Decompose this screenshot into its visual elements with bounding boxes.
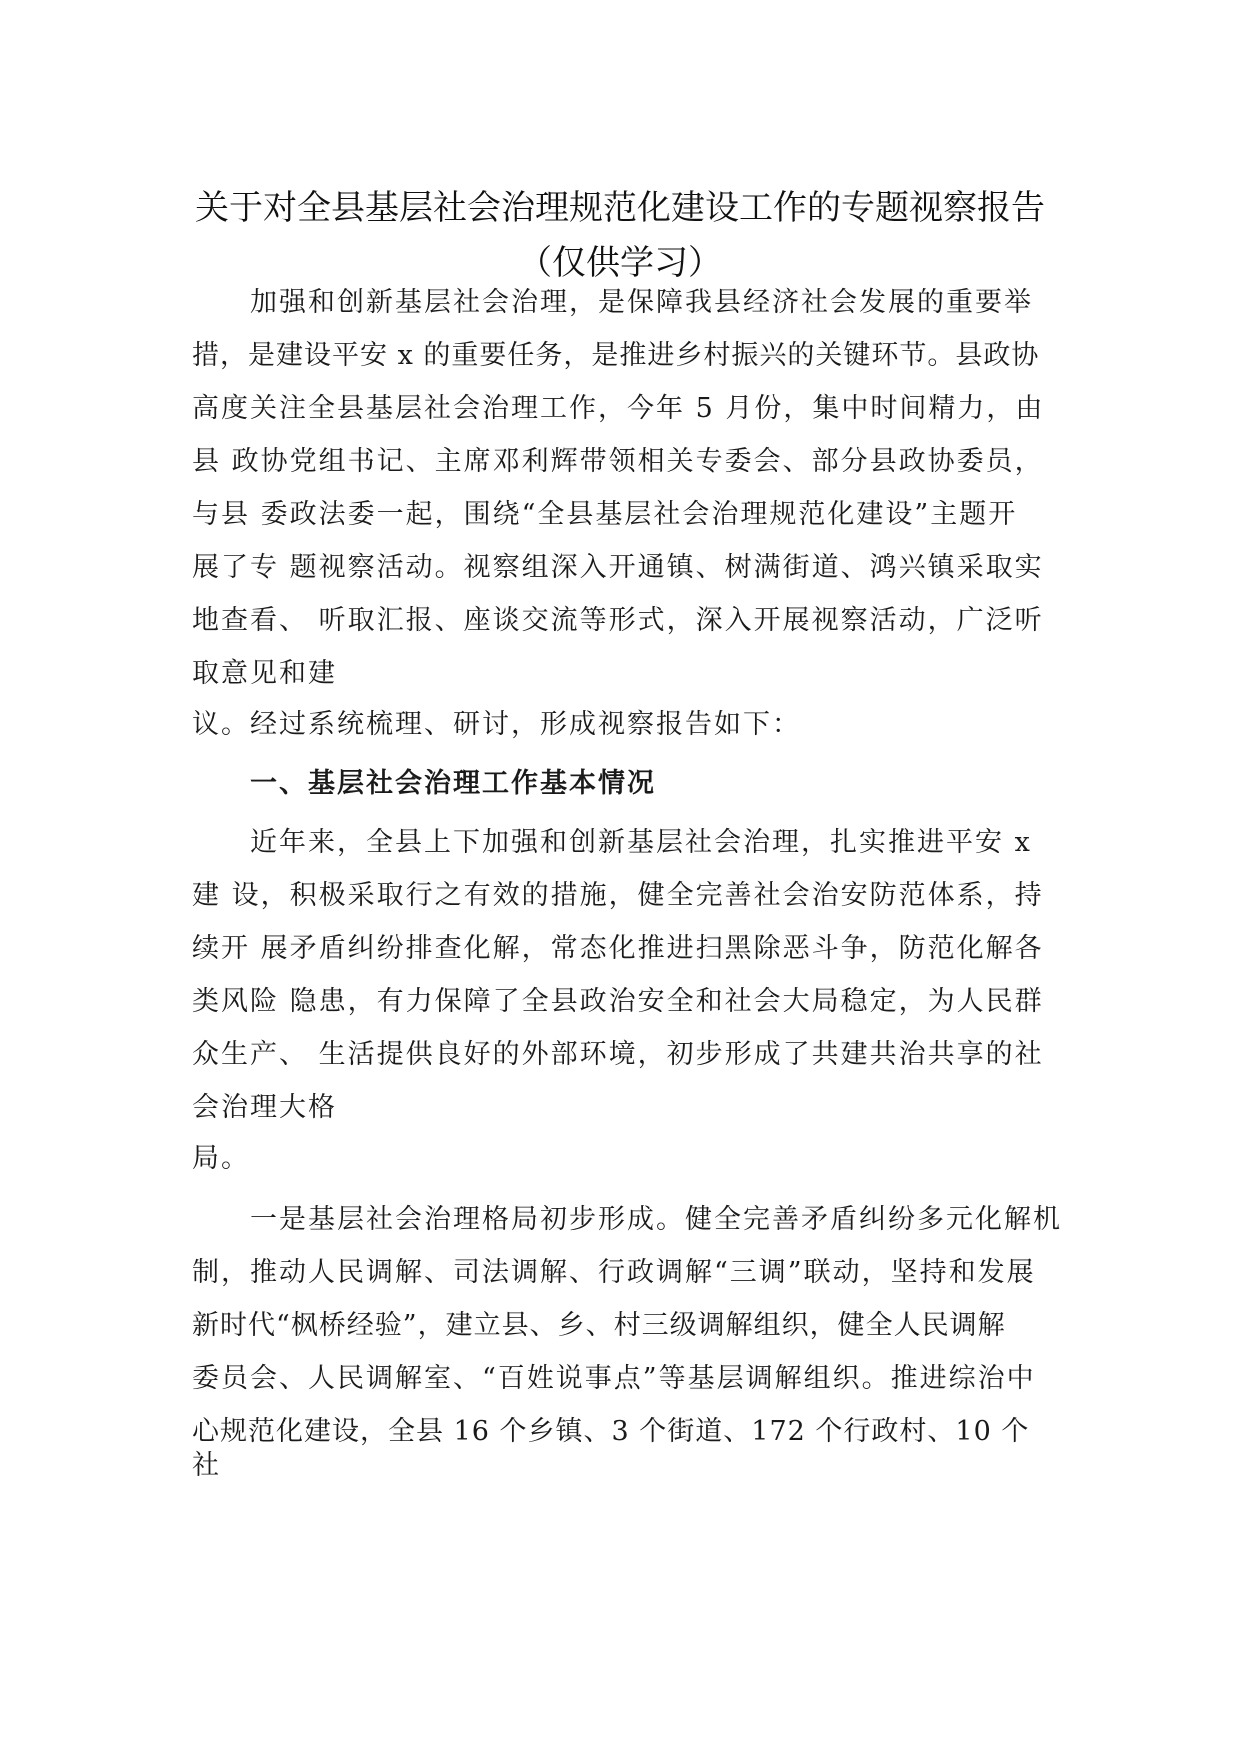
paragraph-2-line: 众生产、 生活提供良好的外部环境，初步形成了共建共治共享的社 <box>192 1039 1044 1070</box>
paragraph-1-line: 高度关注全县基层社会治理工作，今年 5 月份，集中时间精力，由 <box>192 393 1045 424</box>
paragraph-3-line: 一是基层社会治理格局初步形成。健全完善矛盾纠纷多元化解机 <box>250 1204 1062 1235</box>
paragraph-2-line: 续开 展矛盾纠纷排查化解，常态化推进扫黑除恶斗争，防范化解各 <box>192 933 1044 964</box>
paragraph-1-line: 议。经过系统梳理、研讨，形成视察报告如下： <box>192 709 801 740</box>
paragraph-3-line: 新时代“枫桥经验”，建立县、乡、村三级调解组织，健全人民调解 <box>192 1310 1006 1341</box>
paragraph-1-line: 加强和创新基层社会治理，是保障我县经济社会发展的重要举 <box>250 287 1033 318</box>
paragraph-1-line: 措，是建设平安 x 的重要任务，是推进乡村振兴的关键环节。县政协 <box>192 340 1040 371</box>
paragraph-3-line: 制，推动人民调解、司法调解、行政调解“三调”联动，坚持和发展 <box>192 1257 1036 1288</box>
paragraph-1-line: 展了专 题视察活动。视察组深入开通镇、树满街道、鸿兴镇采取实 <box>192 552 1044 583</box>
paragraph-1-line: 取意见和建 <box>192 658 337 689</box>
paragraph-1-line: 地查看、 听取汇报、座谈交流等形式，深入开展视察活动，广泛听 <box>192 605 1044 636</box>
paragraph-1-line: 县 政协党组书记、主席邓利辉带领相关专委会、部分县政协委员， <box>192 446 1044 477</box>
paragraph-2-line: 局。 <box>192 1143 250 1174</box>
document-subtitle: （仅供学习） <box>518 243 722 283</box>
paragraph-1-line: 与县 委政法委一起，围绕“全县基层社会治理规范化建设”主题开 <box>192 499 1018 530</box>
paragraph-3-line: 心规范化建设，全县 16 个乡镇、3 个街道、172 个行政村、10 个 <box>192 1416 1030 1447</box>
paragraph-3-line: 委员会、人民调解室、“百姓说事点”等基层调解组织。推进综治中 <box>192 1363 1036 1394</box>
paragraph-2-line: 建 设，积极采取行之有效的措施，健全完善社会治安防范体系，持 <box>192 880 1044 911</box>
document-title: 关于对全县基层社会治理规范化建设工作的专题视察报告 <box>195 188 1045 228</box>
paragraph-2-line: 类风险 隐患，有力保障了全县政治安全和社会大局稳定，为人民群 <box>192 986 1044 1017</box>
paragraph-2-line: 会治理大格 <box>192 1092 337 1123</box>
paragraph-3-line: 社 <box>192 1450 221 1481</box>
section-heading: 一、基层社会治理工作基本情况 <box>250 768 656 799</box>
paragraph-2-line: 近年来，全县上下加强和创新基层社会治理，扎实推进平安 x <box>250 827 1032 858</box>
